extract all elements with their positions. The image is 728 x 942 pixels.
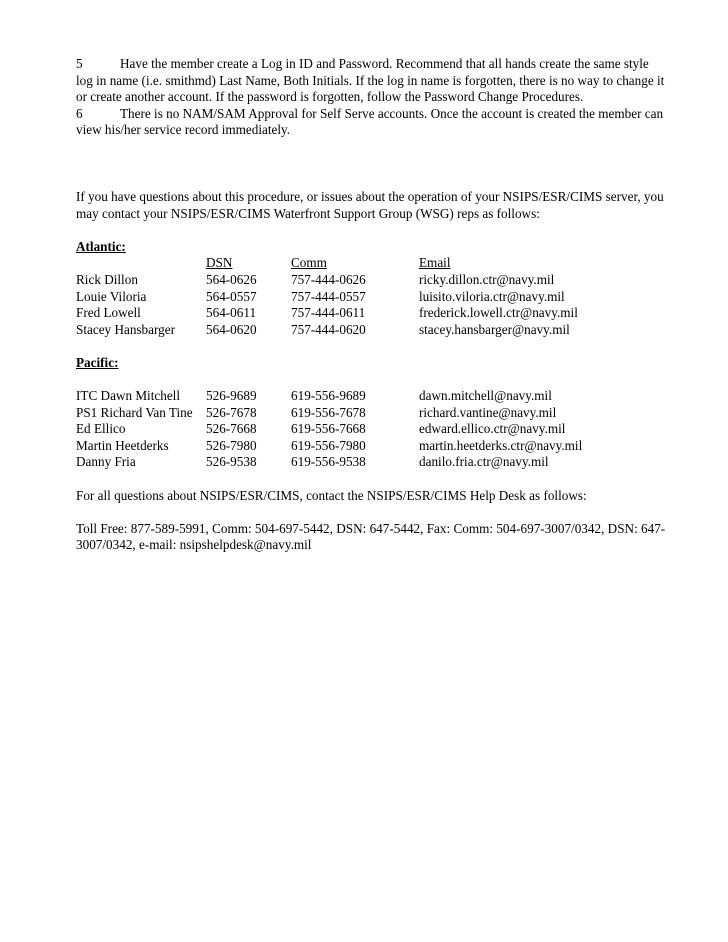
table-row: [76, 421, 666, 438]
table-row: [76, 438, 666, 455]
spacer: [76, 139, 666, 189]
contact-comm: 757-444-0620: [291, 321, 366, 337]
contact-dsn: 526-7678: [206, 404, 257, 420]
contact-name: Martin Heetderks: [76, 437, 169, 453]
helpdesk-contact: Toll Free: 877-589-5991, Comm: 504-697-5442, DSN: 647-5442, Fax: Comm: 504-697-3007/0342, DSN: 647-3007/0342, e-mail: nsipshelpdesk@navy.mil: [76, 520, 666, 553]
step-5: [76, 56, 666, 106]
contact-email: edward.ellico.ctr@navy.mil: [419, 421, 566, 437]
header-email: Email: [419, 255, 451, 271]
contact-name: Danny Fria: [76, 454, 136, 470]
contact-dsn: 526-7980: [206, 437, 257, 453]
contact-dsn: 564-0620: [206, 321, 257, 337]
contact-email: danilo.fria.ctr@navy.mil: [419, 454, 549, 470]
atlantic-header-row: [76, 255, 666, 272]
contact-email: luisito.viloria.ctr@navy.mil: [419, 288, 565, 304]
contact-dsn: 526-9538: [206, 454, 257, 470]
step-number: 5: [76, 56, 83, 71]
step-text: There is no NAM/SAM Approval for Self Serve accounts. Once the account is created the member can view his/her service record immediately.: [76, 105, 664, 138]
spacer: [76, 471, 666, 488]
contact-email: ricky.dillon.ctr@navy.mil: [419, 271, 555, 287]
contact-email: stacey.hansbarger@navy.mil: [419, 321, 570, 337]
table-row: [76, 305, 666, 322]
contact-comm: 619-556-7678: [291, 404, 366, 420]
step-text: Have the member create a Log in ID and Password. Recommend that all hands create the same style log in name (i.e. smithmd) Last Name, Both Initials. If the log in name is forgotten, there is no way to change it or create another account. If the password is forgotten, follow the Password Change Procedures.: [76, 56, 665, 105]
pacific-title: Pacific:: [76, 354, 119, 370]
contact-dsn: 564-0557: [206, 288, 257, 304]
contact-comm: 757-444-0611: [291, 305, 366, 321]
contact-dsn: 526-9689: [206, 388, 257, 404]
contact-dsn: 564-0611: [206, 305, 257, 321]
table-row: [76, 322, 666, 339]
helpdesk-intro: For all questions about NSIPS/ESR/CIMS, contact the NSIPS/ESR/CIMS Help Desk as follows:: [76, 487, 587, 503]
contact-name: Stacey Hansbarger: [76, 321, 175, 337]
spacer: [76, 338, 666, 355]
table-row: [76, 405, 666, 422]
contact-comm: 619-556-7668: [291, 421, 366, 437]
spacer: [76, 504, 666, 521]
contact-comm: 757-444-0557: [291, 288, 366, 304]
contact-comm: 757-444-0626: [291, 271, 366, 287]
table-row: [76, 454, 666, 471]
spacer: [76, 222, 666, 239]
contact-email: martin.heetderks.ctr@navy.mil: [419, 437, 583, 453]
document-page: [76, 56, 666, 554]
contact-comm: 619-556-9538: [291, 454, 366, 470]
table-row: [76, 272, 666, 289]
contact-name: Fred Lowell: [76, 305, 141, 321]
contact-comm: 619-556-7980: [291, 437, 366, 453]
header-dsn: DSN: [206, 255, 233, 271]
contact-dsn: 564-0626: [206, 271, 257, 287]
contact-comm: 619-556-9689: [291, 388, 366, 404]
header-comm: Comm: [291, 255, 327, 271]
contact-dsn: 526-7668: [206, 421, 257, 437]
contact-name: ITC Dawn Mitchell: [76, 388, 181, 404]
contact-email: richard.vantine@navy.mil: [419, 404, 557, 420]
table-row: [76, 289, 666, 306]
atlantic-title: Atlantic:: [76, 238, 126, 254]
intro-paragraph: If you have questions about this procedure, or issues about the operation of your NSIPS/ESR/CIMS server, you may contact your NSIPS/ESR/CIMS Waterfront Support Group (WSG) reps as follows:: [76, 188, 664, 221]
step-number: 6: [76, 105, 83, 121]
contact-name: Ed Ellico: [76, 421, 126, 437]
contact-name: PS1 Richard Van Tine: [76, 404, 193, 420]
spacer: [76, 372, 666, 389]
contact-name: Rick Dillon: [76, 271, 138, 287]
table-row: [76, 388, 666, 405]
contact-name: Louie Viloria: [76, 288, 147, 304]
step-6: [76, 106, 666, 139]
contact-email: frederick.lowell.ctr@navy.mil: [419, 305, 578, 321]
contact-email: dawn.mitchell@navy.mil: [419, 388, 552, 404]
